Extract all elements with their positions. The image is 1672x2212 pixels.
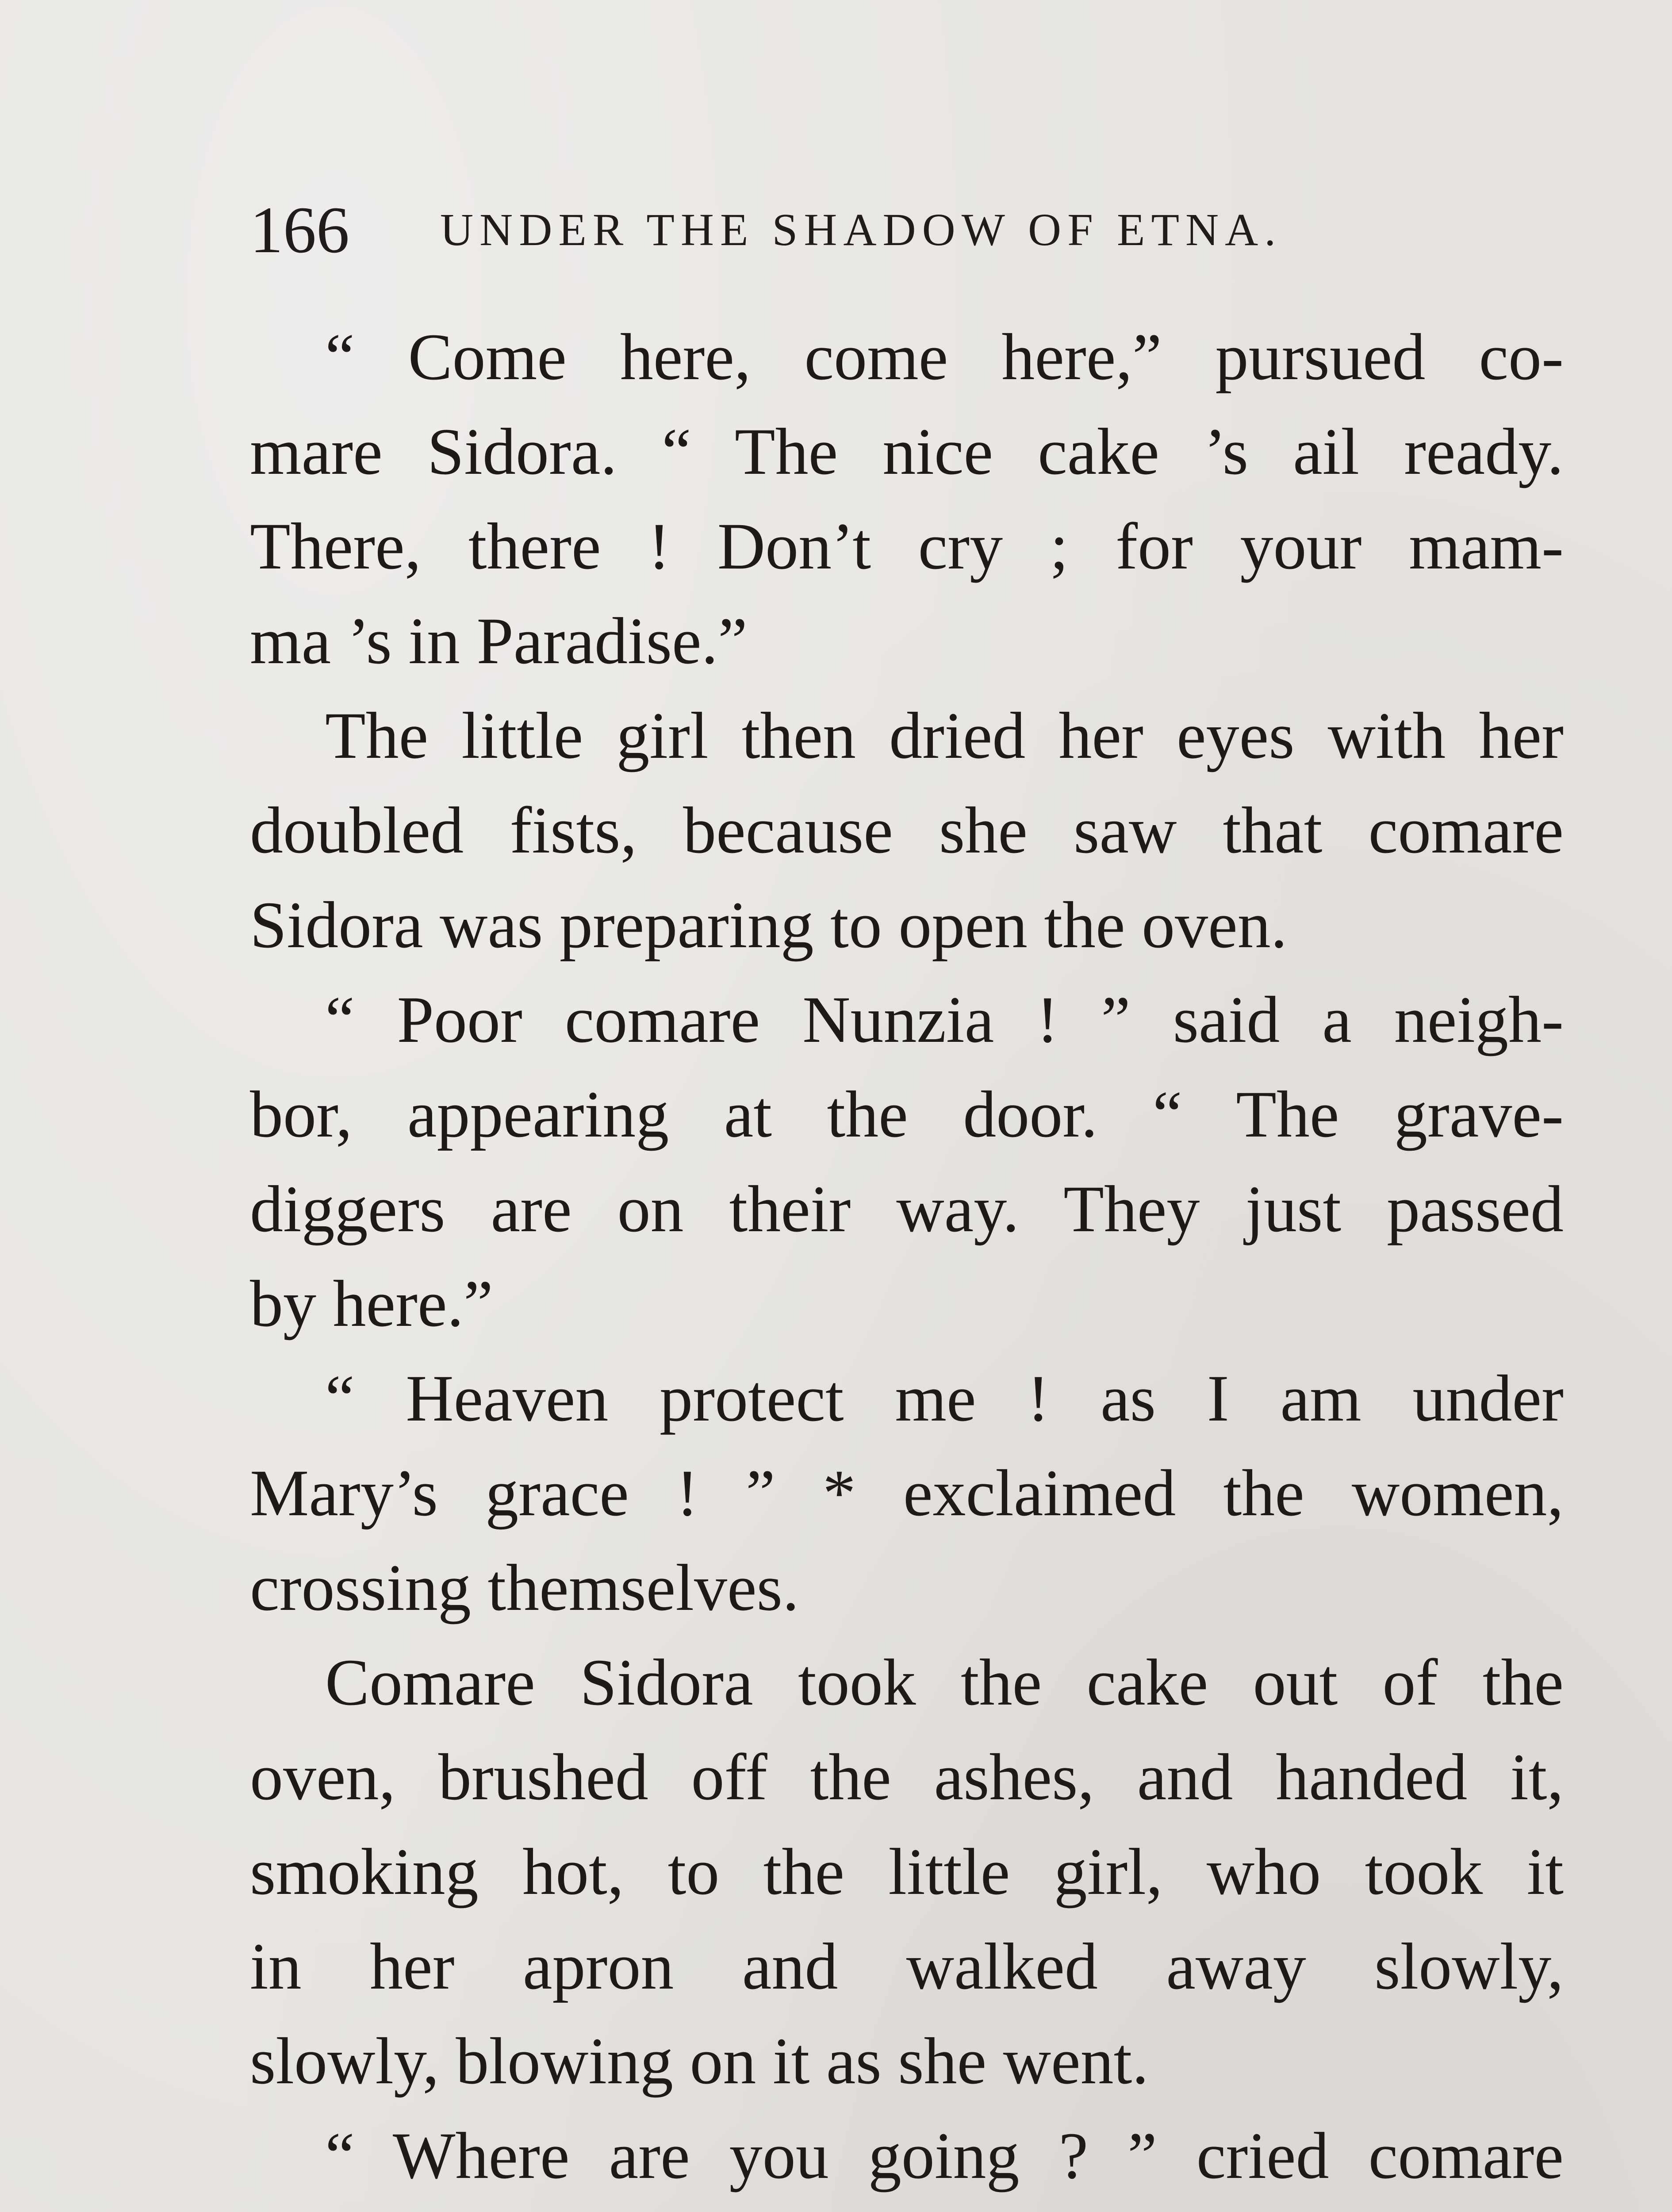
- text-line: diggers are on their way. They just passed: [250, 1172, 1564, 1246]
- text-line: Sidora was preparing to open the oven.: [250, 888, 1288, 962]
- text-line: oven, brushed off the ashes, and handed it,: [250, 1740, 1564, 1814]
- text-line: There, there ! Don’t cry ; for your mam-: [250, 510, 1564, 583]
- page-number: 166: [250, 193, 349, 267]
- text-line: [250, 2203, 1564, 2212]
- book-title: UNDER THE SHADOW OF ETNA.: [440, 204, 1282, 255]
- text-line: Comare Sidora took the cake out of the: [325, 1646, 1564, 1719]
- text-line: “ Heaven protect me ! as I am under: [325, 1362, 1564, 1435]
- text-line: smoking hot, to the little girl, who took it: [250, 1835, 1564, 1909]
- text-line: “ Poor comare Nunzia ! ” said a neigh-: [325, 983, 1564, 1056]
- text-line: slowly, blowing on it as she went.: [250, 2024, 1149, 2098]
- text-line: ma ’s in Paradise.”: [250, 604, 748, 678]
- paragraph-4: [250, 1351, 1564, 1635]
- text-line: bor, appearing at the door. “ The grave-: [250, 1078, 1564, 1151]
- text-line: “ Where are you going ? ” cried comare: [325, 2119, 1564, 2193]
- text-line: by here.”: [250, 1267, 493, 1340]
- text-line: doubled fists, because she saw that comare: [250, 794, 1564, 867]
- paragraph-6: [250, 2108, 1564, 2212]
- paragraph-5: [250, 1635, 1564, 2108]
- paragraph-1: [250, 310, 1564, 688]
- paragraph-3: [250, 972, 1564, 1351]
- running-head: [250, 186, 1564, 274]
- text-line: mare Sidora. “ The nice cake ’s ail ready.: [250, 415, 1564, 488]
- text-line: crossing themselves.: [250, 1551, 799, 1624]
- text-line: The little girl then dried her eyes with her: [325, 699, 1564, 772]
- text-line: Mary’s grace ! ” * exclaimed the women,: [250, 1456, 1564, 1530]
- text-line: in her apron and walked away slowly,: [250, 1930, 1564, 2003]
- paragraph-2: [250, 688, 1564, 972]
- body-text: [250, 310, 1564, 2212]
- text-line: “ Come here, come here,” pursued co-: [325, 320, 1564, 394]
